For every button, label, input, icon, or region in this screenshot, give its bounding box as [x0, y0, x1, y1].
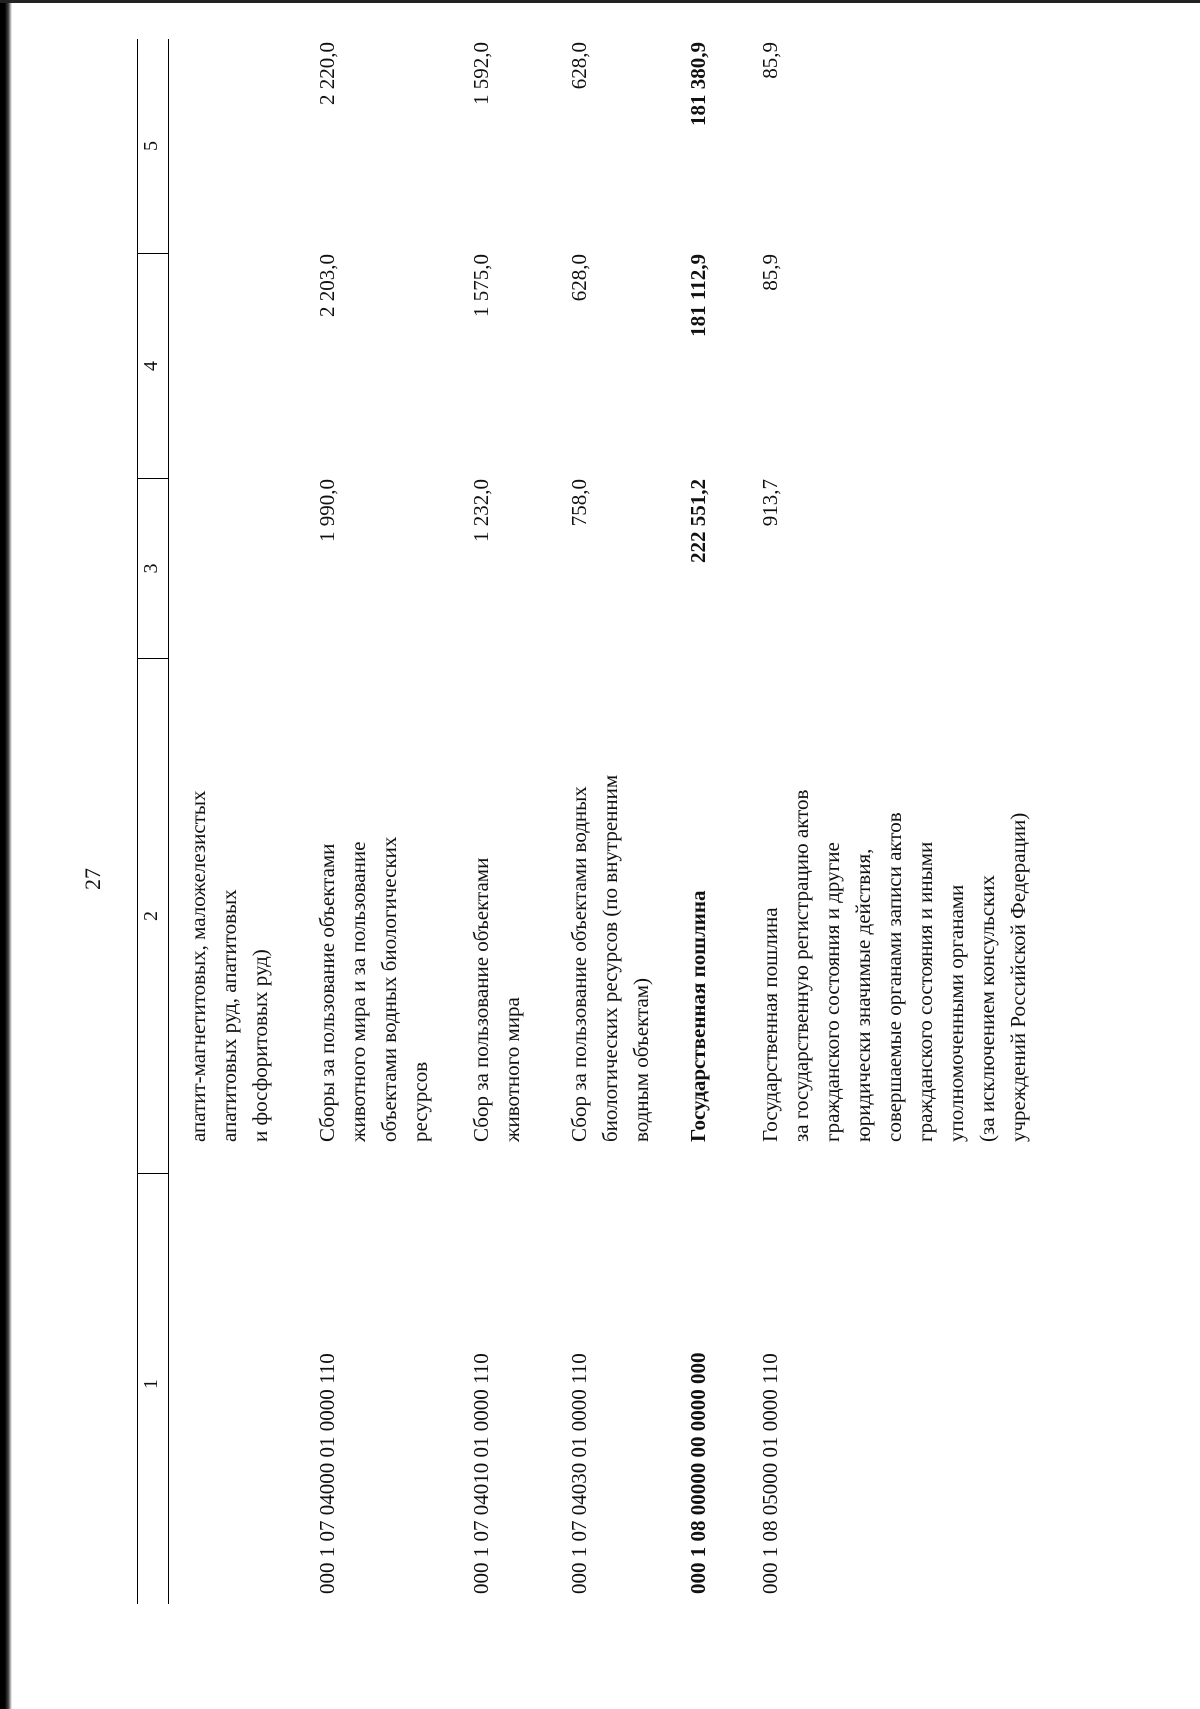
row-name-line: биологических ресурсов (по внутренним: [598, 774, 622, 1142]
row-name-line: апатитовых руд, апатитовых: [217, 889, 241, 1142]
row-name-line: Сборы за пользование объектами: [315, 843, 339, 1142]
column-header-4: 4: [140, 361, 162, 371]
row-name-line: совершаемые органами записи актов: [882, 812, 906, 1142]
row-code: 000 1 07 04010 01 0000 110: [469, 1353, 493, 1594]
row-value-col3: 1 990,0: [315, 479, 339, 542]
row-code: 000 1 07 04000 01 0000 110: [315, 1353, 339, 1594]
row-code: 000 1 08 05000 01 0000 110: [758, 1353, 782, 1594]
row-name-line: уполномоченными органами: [944, 884, 968, 1142]
row-name-line: животного мира и за пользование: [346, 841, 370, 1142]
row-value-col5: 1 592,0: [469, 42, 493, 105]
row-value-col4: 1 575,0: [469, 254, 493, 317]
row-value-col4: 85,9: [758, 254, 782, 291]
row-name-line: животного мира: [500, 997, 524, 1142]
row-name-line: Сбор за пользование объектами: [469, 857, 493, 1142]
row-code: 000 1 08 00000 00 0000 000: [686, 1352, 710, 1594]
row-value-col5: 628,0: [567, 42, 591, 90]
table-header-rule: [168, 39, 169, 1604]
row-code: 000 1 07 04030 01 0000 110: [567, 1353, 591, 1594]
row-value-col3: 1 232,0: [469, 479, 493, 542]
row-value-col3: 222 551,2: [686, 479, 710, 563]
column-header-1: 1: [140, 1379, 162, 1389]
row-value-col5: 85,9: [758, 42, 782, 79]
row-name-line: и фосфоритовых руд): [248, 949, 272, 1142]
row-value-col5: 2 220,0: [315, 42, 339, 105]
row-name-line: Государственная пошлина: [686, 890, 710, 1142]
row-value-col5: 181 380,9: [686, 42, 710, 126]
row-value-col4: 628,0: [567, 254, 591, 302]
row-name-line: апатит-магнетитовых, маложелезистых: [186, 790, 210, 1142]
row-name-line: водным объектам): [629, 977, 653, 1142]
row-value-col4: 181 112,9: [686, 254, 710, 337]
row-name-line: (за исключением консульских: [975, 874, 999, 1142]
row-name-line: Государственная пошлина: [758, 907, 782, 1142]
row-name-line: учреждений Российской Федерации): [1006, 812, 1030, 1142]
table-top-rule: [137, 39, 138, 1604]
row-name-line: гражданского состояния и иными: [913, 841, 937, 1142]
row-name-line: за государственную регистрацию актов: [789, 789, 813, 1142]
row-name-line: ресурсов: [408, 1061, 432, 1142]
row-name-line: объектами водных биологических: [377, 836, 401, 1142]
row-value-col4: 2 203,0: [315, 254, 339, 317]
row-name-line: гражданского состояния и другие: [820, 842, 844, 1142]
row-value-col3: 913,7: [758, 479, 782, 527]
column-header-5: 5: [140, 141, 162, 151]
row-value-col3: 758,0: [567, 479, 591, 527]
row-name-line: Сбор за пользование объектами водных: [567, 786, 591, 1142]
column-header-3: 3: [140, 563, 162, 574]
page-number: 27: [80, 868, 105, 890]
row-name-line: юридически значимые действия,: [851, 848, 875, 1142]
column-header-2: 2: [140, 911, 162, 921]
